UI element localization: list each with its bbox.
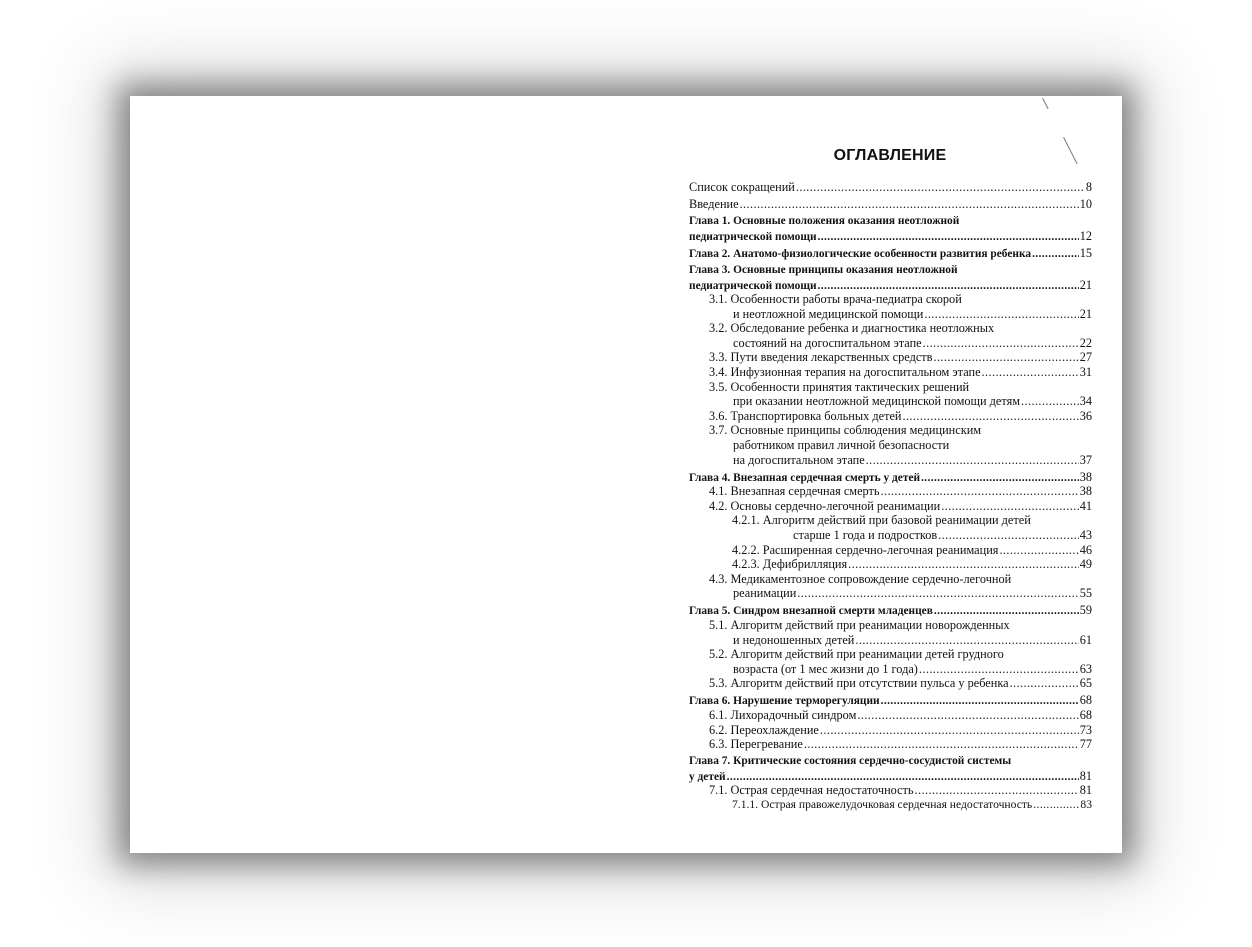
- toc-entry-text: 3.4. Инфузионная терапия на догоспитальном этапе: [709, 365, 981, 380]
- toc-entry-text: на догоспитальном этапе: [733, 452, 865, 467]
- dot-leader: [941, 499, 1079, 514]
- toc-entry-text: 3.6. Транспортировка больных детей: [709, 408, 902, 423]
- dot-leader: [982, 365, 1079, 380]
- dot-leader: [934, 604, 1079, 619]
- toc-entry-text: 7.1.1. Острая правожелудочковая сердечная недостаточность: [732, 797, 1033, 811]
- toc-entry-line: [689, 543, 1092, 558]
- toc-page-number: 46: [1079, 542, 1092, 557]
- toc-entry-line: [689, 336, 1092, 351]
- toc-page-number: 68: [1079, 707, 1092, 722]
- toc-entry-line: [689, 586, 1092, 601]
- toc-entry-line: [689, 798, 1092, 813]
- dot-leader: [796, 180, 1085, 195]
- toc-entry-line: [689, 769, 1092, 784]
- dot-leader: [857, 708, 1078, 723]
- toc-entry-text: Глава 3. Основные принципы оказания неотложной: [689, 263, 958, 276]
- dot-leader: [866, 453, 1079, 468]
- toc-page-number: 8: [1085, 180, 1092, 195]
- toc-entry-line: [689, 307, 1092, 322]
- dot-leader: [923, 336, 1079, 351]
- toc-page-number: 61: [1079, 632, 1092, 647]
- toc-page-number: 55: [1079, 586, 1092, 601]
- toc-entry-text: Глава 1. Основные положения оказания неотложной: [689, 215, 960, 228]
- toc-entry-line: [689, 783, 1092, 798]
- dot-leader: [1033, 798, 1079, 813]
- toc-page-number: 63: [1079, 661, 1092, 676]
- toc-entry-line: [689, 423, 1092, 438]
- toc-entry-text: 5.1. Алгоритм действий при реанимации новорожденных: [709, 617, 1010, 632]
- dot-leader: [919, 662, 1079, 677]
- dot-leader: [902, 409, 1078, 424]
- toc-page-number: 41: [1079, 498, 1092, 513]
- toc-title: ОГЛАВЛЕНИЕ: [833, 147, 947, 164]
- toc-page-number: 43: [1079, 528, 1092, 542]
- dot-leader: [804, 737, 1079, 752]
- dot-leader: [999, 543, 1078, 558]
- toc-page-number: 81: [1079, 783, 1092, 798]
- toc-entry-text: 4.1. Внезапная сердечная смерть: [709, 484, 880, 499]
- toc-entry-text: Глава 5. Синдром внезапной смерти младенцев: [689, 605, 933, 618]
- toc-entry-text: педиатрической помощи: [689, 230, 817, 243]
- toc-entry-text: 4.2.1. Алгоритм действий при базовой реанимации детей: [732, 513, 1031, 528]
- toc-entry-text: работником правил личной безопасности: [733, 438, 950, 453]
- toc-entry-text: и неотложной медицинской помощи: [733, 306, 924, 321]
- toc-entry-line: [689, 618, 1092, 633]
- toc-entry-line: [689, 263, 1092, 278]
- toc-entry-line: [689, 365, 1092, 380]
- dot-leader: [855, 633, 1078, 648]
- toc-entry-text: 3.7. Основные принципы соблюдения медицинским: [709, 423, 982, 438]
- toc-entry-text: у детей: [689, 770, 726, 783]
- dot-leader: [740, 197, 1079, 212]
- toc-entry-text: Список сокращений: [689, 180, 795, 195]
- toc-entry-line: [689, 633, 1092, 648]
- table-of-contents: [689, 178, 1092, 812]
- toc-page-number: 15: [1079, 245, 1092, 260]
- dot-leader: [881, 694, 1079, 709]
- toc-entry-text: старше 1 года и подростков: [793, 528, 938, 542]
- toc-entry-line: [689, 513, 1092, 528]
- toc-page-number: 49: [1079, 557, 1092, 572]
- toc-entry-line: [689, 229, 1092, 244]
- toc-entry-line: [689, 662, 1092, 677]
- toc-page-number: 21: [1079, 277, 1092, 292]
- toc-entry-text: реанимации: [733, 586, 797, 601]
- toc-page-number: 83: [1080, 797, 1092, 811]
- toc-entry-text: 3.2. Обследование ребенка и диагностика неотложных: [709, 321, 995, 336]
- dot-leader: [797, 586, 1078, 601]
- dot-leader: [818, 279, 1079, 294]
- toc-entry-line: [689, 180, 1092, 195]
- toc-page-number: 37: [1079, 452, 1092, 467]
- toc-page-number: 77: [1079, 737, 1092, 752]
- toc-entry-text: 4.2. Основы сердечно-легочной реанимации: [709, 498, 941, 513]
- toc-entry-text: Глава 2. Анатомо-физиологические особенности развития ребенка: [689, 247, 1032, 260]
- dot-leader: [924, 307, 1078, 322]
- toc-page-number: 73: [1079, 722, 1092, 737]
- toc-entry-text: Глава 7. Критические состояния сердечно-сосудистой системы: [689, 755, 1012, 768]
- toc-entry-line: [689, 292, 1092, 307]
- dot-leader: [1032, 247, 1079, 262]
- toc-page-number: 65: [1079, 676, 1092, 691]
- toc-entry-line: [689, 528, 1092, 543]
- toc-entry-line: [689, 603, 1092, 618]
- toc-entry-text: 4.2.2. Расширенная сердечно-легочная реанимация: [732, 542, 999, 557]
- dot-leader: [727, 770, 1079, 785]
- toc-entry-text: 3.1. Особенности работы врача-педиатра скорой: [709, 292, 962, 307]
- toc-entry-text: 6.3. Перегревание: [709, 737, 803, 752]
- toc-entry-line: [689, 693, 1092, 708]
- toc-entry-text: 3.3. Пути введения лекарственных средств: [709, 350, 933, 365]
- toc-entry-line: [689, 708, 1092, 723]
- toc-entry-text: 4.3. Медикаментозное сопровождение сердечно-легочной: [709, 571, 1012, 586]
- toc-entry-text: Введение: [689, 197, 739, 212]
- toc-page-number: 21: [1079, 306, 1092, 321]
- toc-page-number: 68: [1079, 693, 1092, 708]
- toc-entry-text: 5.2. Алгоритм действий при реанимации детей грудного: [709, 647, 1004, 662]
- toc-entry-text: 4.2.3. Дефибрилляция: [732, 557, 848, 572]
- dot-leader: [818, 230, 1079, 245]
- toc-entry-text: при оказании неотложной медицинской помощи детям: [733, 394, 1021, 409]
- toc-page-number: 59: [1079, 603, 1092, 618]
- toc-entry-line: [689, 380, 1092, 395]
- toc-entry-text: 6.1. Лихорадочный синдром: [709, 707, 857, 722]
- toc-entry-line: [689, 557, 1092, 572]
- toc-entry-line: [689, 470, 1092, 485]
- toc-page-number: 22: [1079, 335, 1092, 350]
- toc-entry-line: [689, 278, 1092, 293]
- dot-leader: [820, 723, 1079, 738]
- toc-page-number: 12: [1079, 228, 1092, 243]
- toc-entry-text: 5.3. Алгоритм действий при отсутствии пульса у ребенка: [709, 676, 1009, 691]
- dot-leader: [881, 484, 1079, 499]
- toc-page-number: 34: [1079, 394, 1092, 409]
- toc-entry-line: [689, 499, 1092, 514]
- toc-entry-text: 3.5. Особенности принятия тактических решений: [709, 379, 970, 394]
- toc-entry-line: [689, 647, 1092, 662]
- toc-entry-line: [689, 438, 1092, 453]
- toc-page-number: 10: [1079, 197, 1092, 212]
- toc-entry-line: [689, 453, 1092, 468]
- dot-leader: [915, 783, 1079, 798]
- toc-entry-line: [689, 394, 1092, 409]
- toc-entry-line: [689, 321, 1092, 336]
- toc-entry-text: педиатрической помощи: [689, 279, 817, 292]
- toc-page-number: 38: [1079, 484, 1092, 499]
- toc-entry-text: 7.1. Острая сердечная недостаточность: [709, 783, 914, 798]
- toc-entry-line: [689, 246, 1092, 261]
- toc-entry-line: [689, 754, 1092, 769]
- toc-entry-line: [689, 723, 1092, 738]
- toc-entry-line: [689, 350, 1092, 365]
- dot-leader: [1021, 394, 1079, 409]
- dot-leader: [1010, 676, 1079, 691]
- toc-entry-text: Глава 6. Нарушение терморегуляции: [689, 695, 880, 708]
- toc-entry-line: [689, 572, 1092, 587]
- toc-entry-text: состояний на догоспитальном этапе: [733, 335, 922, 350]
- toc-entry-line: [689, 737, 1092, 752]
- toc-page-number: 31: [1079, 365, 1092, 380]
- toc-page-number: 27: [1079, 350, 1092, 365]
- dot-leader: [938, 528, 1079, 543]
- dot-leader: [921, 471, 1079, 486]
- toc-entry-line: [689, 484, 1092, 499]
- toc-entry-line: [689, 676, 1092, 691]
- toc-page-number: 38: [1079, 469, 1092, 484]
- dot-leader: [848, 557, 1079, 572]
- toc-page-number: 81: [1079, 768, 1092, 783]
- toc-page-number: 36: [1079, 408, 1092, 423]
- toc-entry-text: и недоношенных детей: [733, 632, 855, 647]
- toc-entry-text: возраста (от 1 мес жизни до 1 года): [733, 661, 918, 676]
- toc-entry-line: [689, 197, 1092, 212]
- toc-entry-text: 6.2. Переохлаждение: [709, 722, 819, 737]
- toc-entry-line: [689, 409, 1092, 424]
- toc-entry-line: [689, 214, 1092, 229]
- toc-entry-text: Глава 4. Внезапная сердечная смерть у детей: [689, 471, 921, 484]
- dot-leader: [933, 350, 1078, 365]
